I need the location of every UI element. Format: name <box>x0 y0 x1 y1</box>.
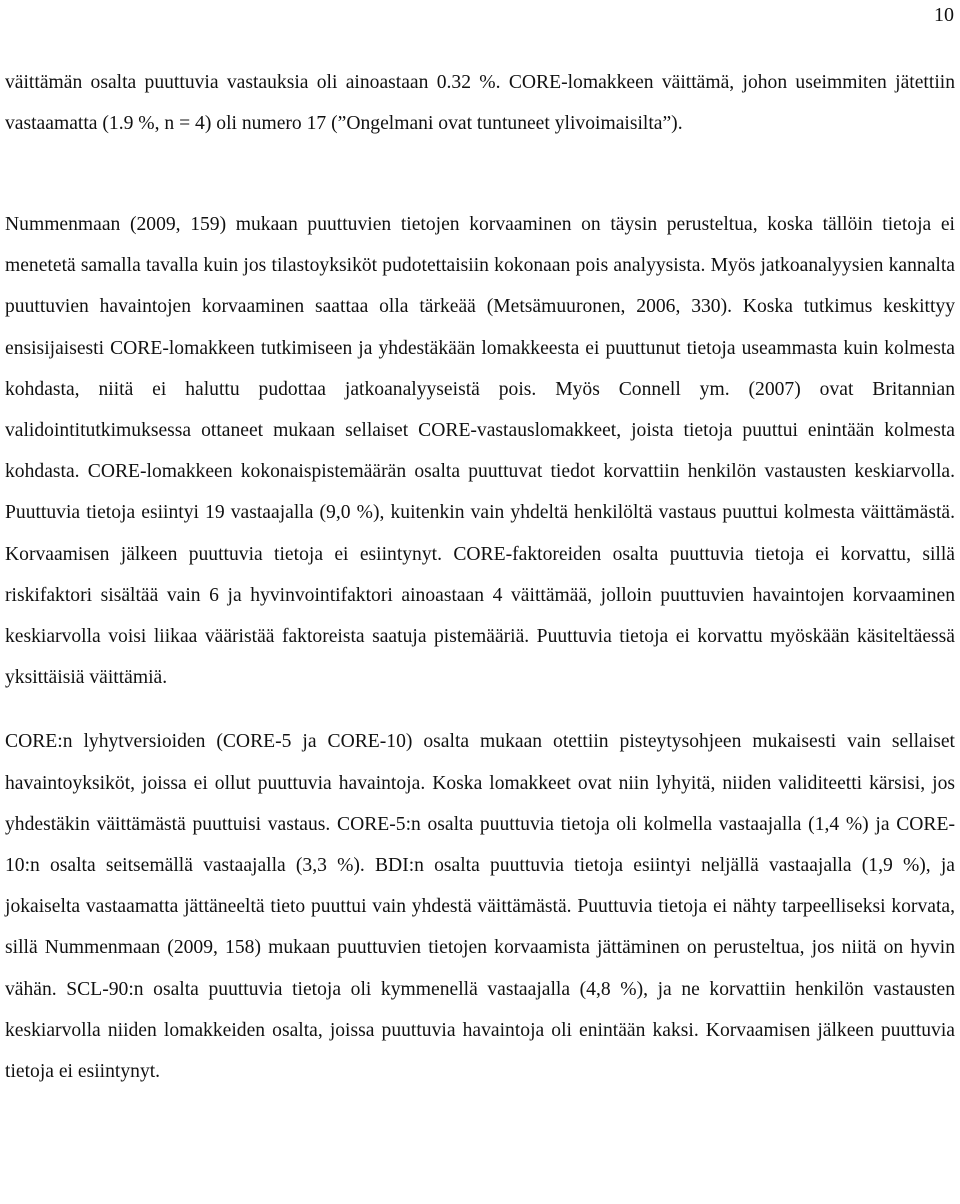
paragraph: väittämän osalta puuttuvia vastauksia oli ainoastaan 0.32 %. CORE-lomakkeen väittämä, johon useimmiten jätettiin vastaamatta (1.9 %, n = 4) oli numero 17 (”Ongelmani ovat tuntuneet ylivoimaisilta”). <box>5 72 955 135</box>
paragraph: CORE:n lyhytversioiden (CORE-5 ja CORE-10) osalta mukaan otettiin pisteytysohjeen mukaisesti vain sellaiset havaintoyksiköt, joissa ei ollut puuttuvia havaintoja. Koska lomakkeet ovat niin lyhyitä, niiden validiteetti kärsisi, jos yhdestäkin väittämästä puuttuisi vastaus. CORE-5:n osalta puuttuvia tietoja oli kolmella vastaajalla (1,4 %) ja CORE-10:n osalta seitsemällä vastaajalla (3,3 %). BDI:n osalta puuttuvia tietoja esiintyi neljällä vastaajalla (1,9 %), ja jokaiselta vastaamatta jättäneeltä tieto puuttui vain yhdestä väittämästä. Puuttuvia tietoja ei nähty tarpeelliseksi korvata, sillä Nummenmaan (2009, 158) mukaan puuttuvien tietojen korvaamista jättäminen on perusteltua, jos niitä on hyvin vähän. SCL-90:n osalta puuttuvia tietoja oli kymmenellä vastaajalla (4,8 %), ja ne korvattiin henkilön vastausten keskiarvolla niiden lomakkeiden osalta, joissa puuttuvia havaintoja oli enintään kaksi. Korvaamisen jälkeen puuttuvia tietoja ei esiintynyt. <box>5 731 955 1083</box>
body-text <box>5 62 955 1092</box>
page-number: 10 <box>934 4 954 26</box>
paragraph: Nummenmaan (2009, 159) mukaan puuttuvien tietojen korvaaminen on täysin perusteltua, koska tällöin tietoja ei menetetä samalla tavalla kuin jos tilastoyksiköt pudotettaisiin kokonaan pois analyysista. Myös jatkoanalyysien kannalta puuttuvien havaintojen korvaaminen saattaa olla tärkeää (Metsämuuronen, 2006, 330). Koska tutkimus keskittyy ensisijaisesti CORE-lomakkeen tutkimiseen ja yhdestäkään lomakkeesta ei puuttunut tietoja useammasta kuin kolmesta kohdasta, niitä ei haluttu pudottaa jatkoanalyyseistä pois. Myös Connell ym. (2007) ovat Britannian validointitutkimuksessa ottaneet mukaan sellaiset CORE-vastauslomakkeet, joista tietoja puuttui enintään kolmesta kohdasta. CORE-lomakkeen kokonaispistemäärän osalta puuttuvat tiedot korvattiin henkilön vastausten keskiarvolla. Puuttuvia tietoja esiintyi 19 vastaajalla (9,0 %), kuitenkin vain yhdeltä henkilöltä vastaus puuttui kolmesta väittämästä. Korvaamisen jälkeen puuttuvia tietoja ei esiintynyt. CORE-faktoreiden osalta puuttuvia tietoja ei korvattu, sillä riskifaktori sisältää vain 6 ja hyvinvointifaktori ainoastaan 4 väittämää, jolloin puuttuvien havaintojen korvaaminen keskiarvolla voisi liikaa vääristää faktoreista saatuja pistemääriä. Puuttuvia tietoja ei korvattu myöskään käsiteltäessä yksittäisiä väittämiä. <box>5 214 955 689</box>
